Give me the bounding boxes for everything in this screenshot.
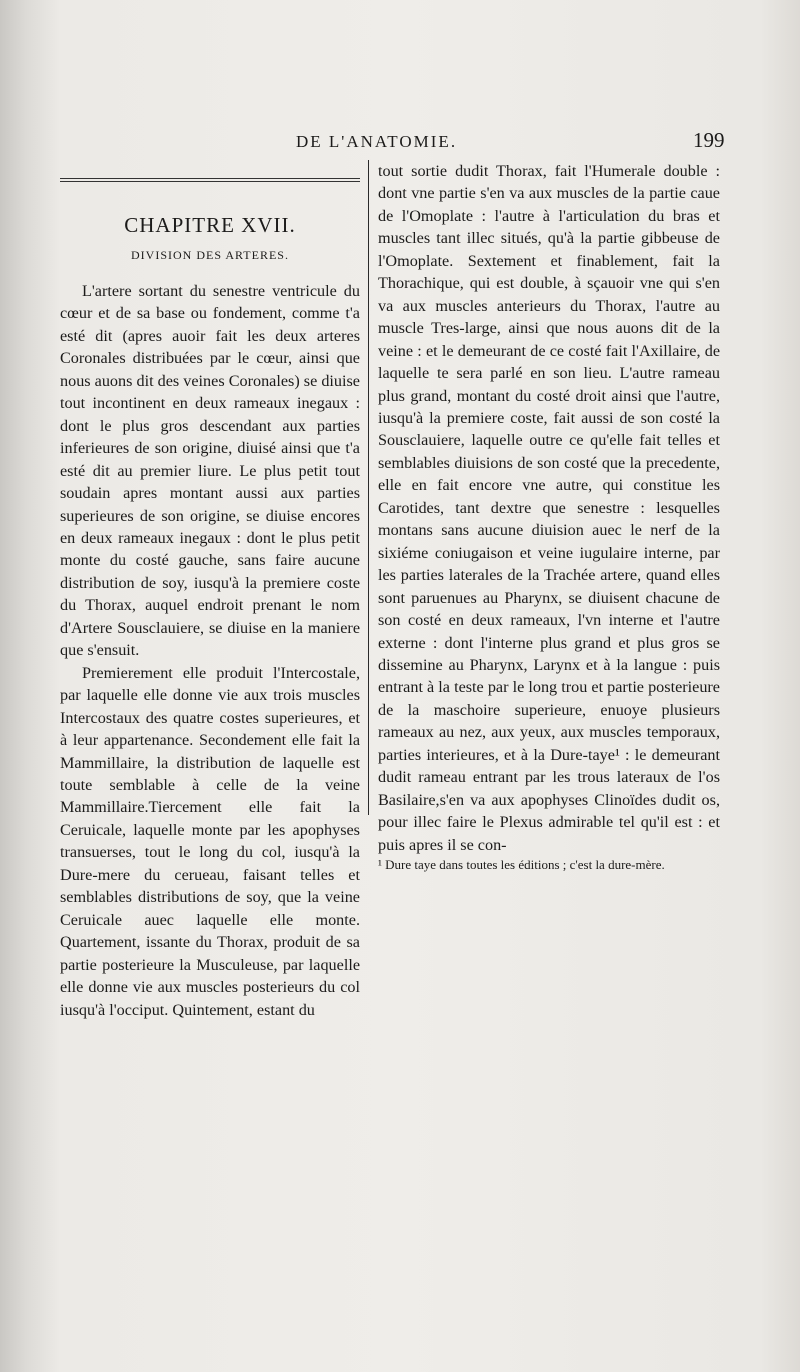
chapter-subtitle: DIVISION DES ARTERES. (131, 248, 289, 262)
page-number: 199 (693, 128, 725, 152)
right-paragraph: tout sortie dudit Thorax, fait l'Humerale double : dont vne partie s'en va aux muscles de la partie caue de l'Omoplate : l'autre à l'articulation du bras et muscles tant illec situés, qu'à la partie gibbeuse de l'Omoplate. Sextement et finablement, fait la Thorachique, qui est double, à sçauoir vne qui s'en va aux muscles anterieurs du Thorax, l'autre au muscle Tres-large, ainsi que nous auons dit de la veine : et le demeurant de ce costé fait l'Axillaire, de laquelle te sera parlé en son lieu. L'autre rameau plus grand, montant du costé droit ainsi que l'autre, iusqu'à la premiere coste, fait aussi de son costé la Sousclauiere, laquelle outre ce qu'elle fait telles et semblables diuisions de son costé que la precedente, elle en fait encore vne autre, qui constitue les Carotides, tant dextre que senestre : lesquelles montans sans aucune diuision auec le nerf de la sixiéme coniugaison et veine iugulaire interne, par les parties laterales de la Trachée artere, quand elles sont paruenues au Pharynx, se diuisent chacune de son costé en deux rameaux, l'vn interne et l'autre externe : dont l'interne plus grand et plus gros se dissemine au Pharynx, Larynx et à la langue : puis entrant à la teste par le long trou et partie posterieure de la maschoire superieure, enuoye plusieurs rameaux au nez, aux yeux, aux muscles temporaux, parties interieures, et à la Dure-taye¹ : le demeurant dudit rameau entrant par les trous lateraux de l'os Basilaire,s'en va aux apophyses Clinoïdes dudit os, pour illec faire le Plexus admirable tel qu'il est : et puis apres il se con- (378, 162, 720, 854)
left-paragraph-1: L'artere sortant du senestre ventricule du cœur et de sa base ou fondement, comme t'a esté dit (apres auoir fait les deux arteres Coronales distribuées par le cœur, ainsi que nous auons dit des veines Coronales) se diuise tout incontinent en deux rameaux inegaux : dont le plus gros descendant aux parties inferieures de son origine, diuisé ainsi que t'a esté dit au premier liure. Le plus petit tout soudain apres montant aussi aux parties superieures de son origine, se diuise encores en deux rameaux inegaux : dont le plus petit monte du costé gauche, sans faire aucune distribution de soy, iusqu'à la premiere coste du Thorax, auquel endroit prenant le nom d'Artere Sousclauiere, se diuise en la maniere que s'ensuit. (60, 282, 360, 660)
chapter-rule (60, 178, 360, 182)
left-column (60, 178, 360, 1021)
right-column (378, 160, 720, 873)
column-divider (368, 160, 369, 815)
footnote: ¹ Dure taye dans toutes les éditions ; c'est la dure-mère. (378, 857, 665, 873)
page-header (0, 128, 800, 162)
running-title: DE L'ANATOMIE. (296, 132, 458, 151)
left-paragraph-2: Premierement elle produit l'Intercostale, par laquelle elle donne vie aux trois muscles Intercostaux des quatre costes superieures, et à leur appartenance. Secondement elle fait la Mammillaire, la distribution de laquelle est toute semblable à celle de la veine Mammillaire.Tiercement elle fait la Ceruicale, laquelle monte par les apophyses transuerses, tout le long du col, iusqu'à la Dure-mere du cerueau, faisant telles et semblables distributions de soy, que la veine Ceruicale auec laquelle elle monte. Quartement, issante du Thorax, produit de sa partie posterieure la Musculeuse, par laquelle elle donne vie aux muscles posterieurs du col iusqu'à l'occiput. Quintement, estant du (60, 663, 360, 1019)
chapter-title: CHAPITRE XVII. (124, 213, 296, 237)
